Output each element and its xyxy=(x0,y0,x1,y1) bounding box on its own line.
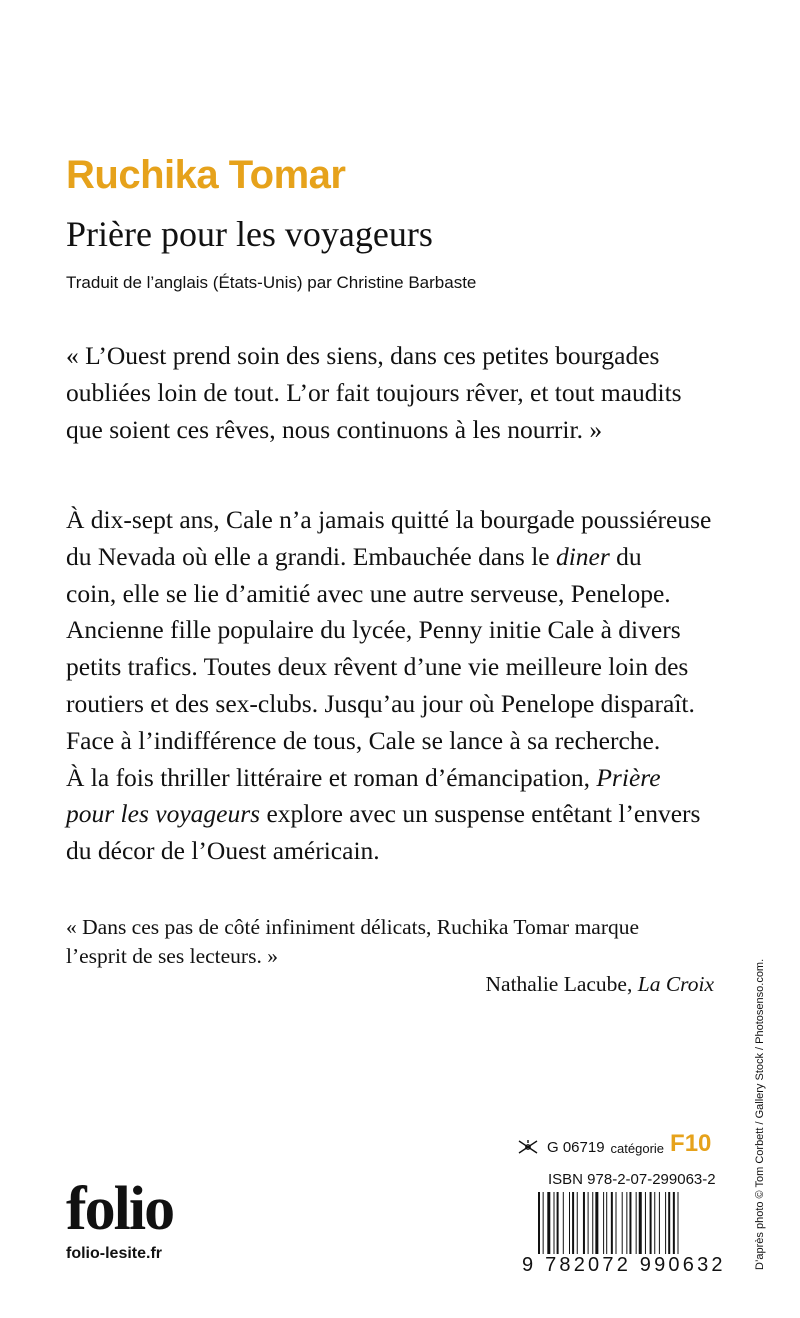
description-line xyxy=(66,539,726,576)
barcode-bar xyxy=(650,1192,652,1254)
description-line xyxy=(66,796,726,833)
quote-line: « L’Ouest prend soin des siens, dans ces petites bourgades xyxy=(66,341,660,370)
barcode-bar xyxy=(678,1192,679,1254)
review-attribution xyxy=(486,972,714,997)
barcode-bar xyxy=(645,1192,646,1254)
description-line: Face à l’indifférence de tous, Cale se lance à sa recherche. xyxy=(66,725,661,755)
photo-credit: D’après photo © Tom Corbett / Gallery Stock / Photosenso.com. xyxy=(754,958,766,1270)
barcode-bar xyxy=(622,1192,623,1254)
barcode-bar xyxy=(603,1192,604,1254)
barcode-bar xyxy=(611,1192,613,1254)
barcode xyxy=(538,1192,724,1254)
quote-line: oubliées loin de tout. L’or fait toujours rêver, et tout maudits xyxy=(66,377,682,407)
description-italic: Prière xyxy=(596,762,661,792)
barcode-bar xyxy=(595,1192,598,1254)
barcode-bar xyxy=(665,1192,666,1254)
barcode-bar xyxy=(639,1192,642,1254)
barcode-bar xyxy=(563,1192,564,1254)
gallimard-star-icon xyxy=(515,1138,541,1156)
barcode-number: 9 782072 990632 xyxy=(522,1254,726,1276)
barcode-bar xyxy=(659,1192,660,1254)
barcode-bar xyxy=(636,1192,637,1254)
review-line: « Dans ces pas de côté infiniment délicats, Ruchika Tomar marque xyxy=(66,915,640,939)
description-line: À dix-sept ans, Cale n’a jamais quitté la bourgade poussiéreuse xyxy=(66,505,712,534)
isbn: ISBN 978-2-07-299063-2 xyxy=(548,1171,716,1188)
barcode-bar xyxy=(577,1192,578,1254)
opening-quote xyxy=(66,338,726,448)
description-line xyxy=(66,760,726,797)
barcode-bar xyxy=(654,1192,655,1254)
category-code: F10 xyxy=(670,1130,712,1157)
description-line: petits trafics. Toutes deux rêvent d’une vie meilleure loin des xyxy=(66,652,689,682)
barcode-bar xyxy=(592,1192,593,1254)
barcode-bar xyxy=(547,1192,550,1254)
barcode-bar xyxy=(538,1192,540,1254)
barcode-bar xyxy=(673,1192,675,1254)
quote-line: que soient ces rêves, nous continuons à les nourrir. » xyxy=(66,414,603,444)
publisher-website: folio-lesite.fr xyxy=(66,1245,163,1262)
barcode-bar xyxy=(569,1192,570,1254)
barcode-bar xyxy=(668,1192,670,1254)
barcode-bar xyxy=(583,1192,585,1254)
press-review xyxy=(66,913,726,971)
barcode-bar xyxy=(554,1192,555,1254)
barcode-bar xyxy=(557,1192,559,1254)
description-line: routiers et des sex-clubs. Jusqu’au jour où Penelope disparaît. xyxy=(66,688,695,718)
review-source: La Croix xyxy=(637,972,714,996)
barcode-bar xyxy=(543,1192,544,1254)
barcode-bar xyxy=(616,1192,617,1254)
book-title: Prière pour les voyageurs xyxy=(66,214,433,254)
category-label: catégorie xyxy=(610,1141,665,1156)
description-line: Ancienne fille populaire du lycée, Penny initie Cale à divers xyxy=(66,615,681,645)
description-text: du xyxy=(609,541,642,571)
barcode-bar xyxy=(572,1192,574,1254)
g-code: G 06719 xyxy=(547,1139,605,1156)
author-name: Ruchika Tomar xyxy=(66,153,346,197)
catalog-code-row xyxy=(515,1132,711,1156)
translator-credit: Traduit de l’anglais (États-Unis) par Christine Barbaste xyxy=(66,273,477,292)
description-line: coin, elle se lie d’amitié avec une autre serveuse, Penelope. xyxy=(66,578,671,608)
barcode-bar xyxy=(588,1192,589,1254)
description-text: du Nevada où elle a grandi. Embauchée dans le xyxy=(66,541,556,571)
description-italic: diner xyxy=(555,541,610,571)
reviewer-name: Nathalie Lacube, xyxy=(485,972,638,996)
description-text: explore avec un suspense entêtant l’envers xyxy=(260,799,701,829)
barcode-bar xyxy=(626,1192,627,1254)
barcode-bar xyxy=(606,1192,607,1254)
description-line: du décor de l’Ouest américain. xyxy=(66,836,380,866)
description-text: À la fois thriller littéraire et roman d’émancipation, xyxy=(66,762,597,792)
book-description xyxy=(66,502,726,870)
review-line: l’esprit de ses lecteurs. » xyxy=(66,944,278,968)
publisher-logo: folio xyxy=(66,1175,174,1243)
description-italic: pour les voyageurs xyxy=(66,799,261,829)
barcode-bar xyxy=(629,1192,631,1254)
